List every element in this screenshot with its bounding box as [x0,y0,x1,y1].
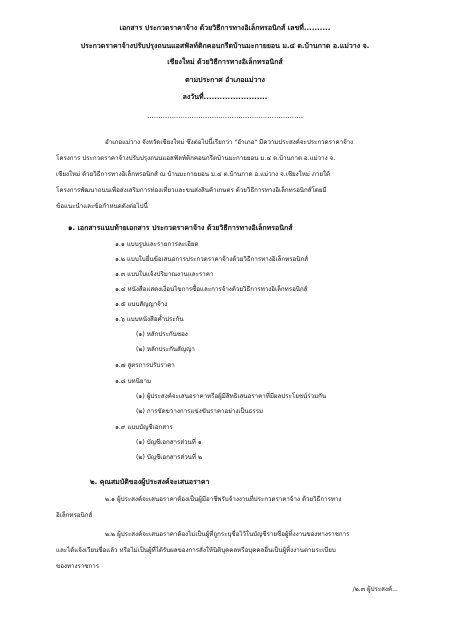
section-2-p1-line2: อิเล็กทรอนิกส์ [56,512,93,519]
document-title: เอกสาร ประกวดราคาจ้าง ด้วยวิธีการทางอิเล็กทรอนิกส์ เลขที่.......... [119,24,331,32]
section-1-subitem: (๒) หลักประกันสัญญา [136,346,195,353]
announcement-date: ลงวันที่........................ [182,93,268,101]
continuation-note: /๒.๓ ผู้ประสงค์... [352,586,398,593]
section-2-p2-line2: และได้แจ้งเวียนชื่อแล้ว หรือไม่เป็นผู้ที่ได้รับผลของการสั่งให้นิติบุคคลหรือบุคคลอื่นเป็นผู้ทิ้งงานตามระเบียบ [56,547,336,554]
section-1-item: ๑.๑ แบบรูปและรายการละเอียด [115,241,199,248]
section-2-heading: ๒. คุณสมบัติของผู้ประสงค์จะเสนอราคา [90,478,210,486]
section-1-subitem: (๒) การขัดขวางการแข่งขันราคาอย่างเป็นธรรม [136,408,264,415]
header-divider: ...................................................................... [147,112,303,120]
section-1-subitem: (๑) หลักประกันซอง [136,331,188,338]
section-1-item: ๑.๙ แบบบัญชีเอกสาร [115,424,173,431]
section-1-subitem: (๑) ผู้ประสงค์จะเสนอราคาหรือผู้มีสิทธิเสนอราคาที่มีผลประโยชน์ร่วมกัน [136,393,327,400]
section-1-item: ๑.๕ แบบสัญญาจ้าง [115,301,168,308]
section-2-p2-line1: ๒.๒ ผู้ประสงค์จะเสนอราคาต้องไม่เป็นผู้ที่ถูกระบุชื่อไว้ในบัญชีรายชื่อผู้ทิ้งงานของทางราชการ [105,531,350,538]
section-1-item: ๑.๔ หนังสือแสดงเงื่อนไขการซื้อและการจ้างด้วยวิธีการทางอิเล็กทรอนิกส์ [115,286,308,293]
announcement-by: ตามประกาศ อำเภอแม่วาง [185,76,265,84]
section-1-subitem: (๑) บัญชีเอกสารส่วนที่ ๑ [136,439,202,446]
intro-line-2: โครงการ ประกวดราคาจ้างปรับปรุงถนนแอสฟัลท์ติกคอนกรีตบ้านมะกายยอน ม.๔ ต.บ้านกาด อ.แม่วาง จ. [56,155,336,162]
section-1-item: ๑.๒ แบบใบยื่นข้อเสนอการประกวดราคาจ้างด้วยวิธีการทางอิเล็กทรอนิกส์ [115,256,308,263]
intro-line-3: เชียงใหม่ ด้วยวิธีการทางอิเล็กทรอนิกส์ ณ บ้านมะกายยอน ม.๔ ต.บ้านกาด อ.แม่วาง จ.เชียงใหม่ ภายใต้ [56,171,331,178]
section-1-subitem: (๒) บัญชีเอกสารส่วนที่ ๒ [136,454,203,461]
project-title-line1: ประกวดราคาจ้างปรับปรุงถนนแอสฟัลท์ติกคอนกรีตบ้านมะกายยอน ม.๔ ต.บ้านกาด อ.แม่วาง จ. [80,42,370,50]
intro-line-4: โครงการพัฒนาถนนเพื่อส่งเสริมการท่องเที่ยวและขนส่งสินค้าเกษตร ด้วยวิธีการทางอิเล็กทรอนิกส์โดยมี [56,187,327,194]
section-1-heading: ๑. เอกสารแนบท้ายเอกสาร ประกวดราคาจ้าง ด้วยวิธีการทางอิเล็กทรอนิกส์ [68,224,293,232]
section-1-item: ๑.๘ บทนิยาม [115,378,152,385]
section-1-item: ๑.๖ แบบหนังสือค้ำประกัน [115,316,184,323]
intro-line-5: ข้อแนะนำและข้อกำหนดดังต่อไปนี้ [56,203,148,210]
intro-line-1: อำเภอแม่วาง จังหวัดเชียงใหม่ ซึ่งต่อไปนี้เรียกว่า "อำเภอ" มีความประสงค์จะประกวดราคาจ้าง [105,139,354,146]
section-2-p2-line3: ของทางราชการ [56,563,100,570]
project-title-line2: เชียงใหม่ ด้วยวิธีการทางอิเล็กทรอนิกส์ [167,58,283,66]
section-2-p1-line1: ๒.๑ ผู้ประสงค์จะเสนอราคาต้องเป็นผู้มีอาชีพรับจ้างงานที่ประกวดราคาจ้าง ด้วยวิธีการทาง [105,496,342,503]
section-1-item: ๑.๗ สูตรการปรับราคา [115,362,175,369]
section-1-item: ๑.๓ แบบใบแจ้งปริมาณงานและราคา [115,271,214,278]
